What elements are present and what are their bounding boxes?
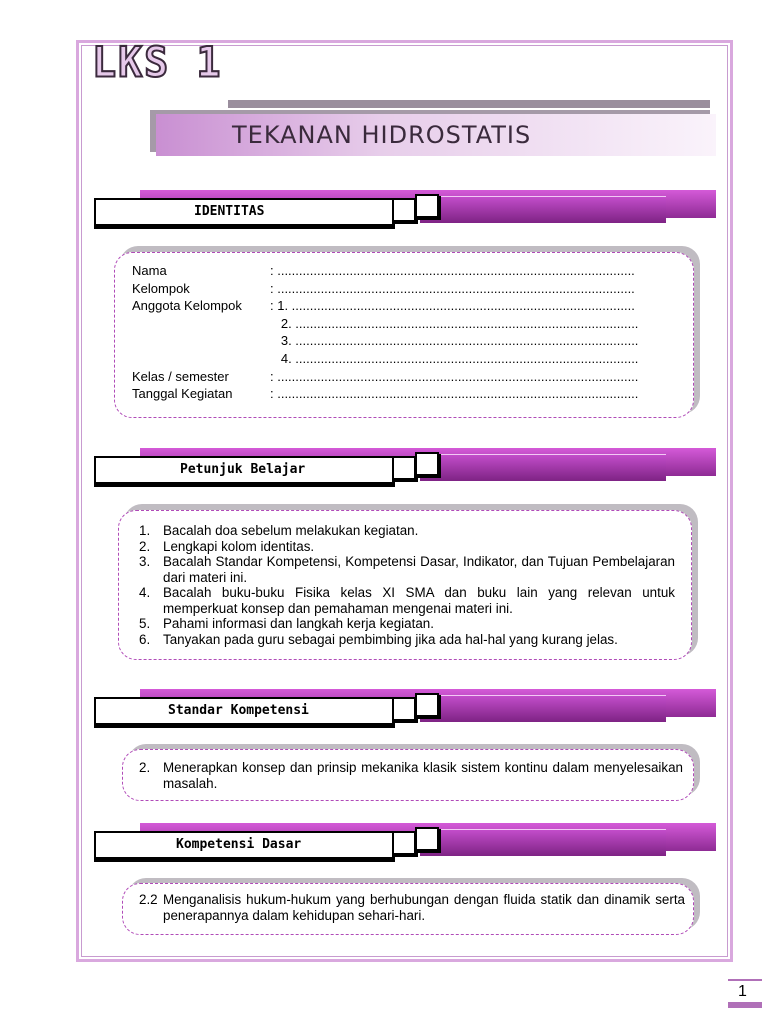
- identity-field[interactable]: : 1. ...............................................................................................: [270, 298, 635, 314]
- petunjuk-list: [139, 523, 675, 647]
- identity-field[interactable]: : ...................................................................................................: [270, 280, 635, 296]
- dasar-text: [139, 892, 685, 923]
- item-text: Bacalah doa sebelum melakukan kegiatan.: [163, 523, 419, 538]
- ribbon-square: [415, 693, 439, 717]
- ribbon-square: [392, 831, 416, 855]
- ribbon-mid: [420, 196, 666, 223]
- ribbon-mid: [420, 829, 666, 856]
- list-item: [139, 539, 675, 555]
- item-text: Menerapkan konsep dan prinsip mekanika klasik sistem kontinu dalam menyelesaikan masalah.: [163, 760, 683, 791]
- item-number: 2.: [139, 538, 151, 554]
- identity-label: Kelompok: [132, 280, 190, 296]
- item-text: Bacalah buku-buku Fisika kelas XI SMA dan buku lain yang relevan untuk memperkuat konsep dan pemahaman mengenai materi ini.: [163, 585, 675, 616]
- list-item: [139, 616, 675, 632]
- standar-box: [122, 749, 694, 801]
- page-number-bar: [728, 1002, 762, 1008]
- identity-field[interactable]: : ....................................................................................................: [270, 368, 639, 384]
- identity-label: Kelas / semester: [132, 368, 229, 384]
- identity-label: Nama: [132, 263, 167, 278]
- ribbon-square: [415, 452, 439, 476]
- item-number: 6.: [139, 631, 151, 647]
- ribbon-square: [392, 198, 416, 222]
- section-title-identitas: IDENTITAS: [194, 204, 265, 219]
- section-header-standar: [90, 689, 720, 733]
- item-text: Tanyakan pada guru sebagai pembimbing jika ada hal-hal yang kurang jelas.: [163, 631, 618, 647]
- item-text: Bacalah Standar Kompetensi, Kompetensi Dasar, Indikator, dan Tujuan Pembelajaran dari materi ini.: [163, 554, 675, 585]
- petunjuk-box: [118, 510, 692, 660]
- item-number: 2.2: [139, 892, 158, 907]
- item-number: 2.: [139, 760, 151, 775]
- item-number: 1.: [139, 523, 151, 538]
- page-title: TEKANAN HIDROSTATIS: [232, 121, 532, 149]
- section-title-standar: Standar Kompetensi: [168, 703, 309, 718]
- ribbon-square: [415, 827, 439, 851]
- worksheet-label: LKS 1: [92, 38, 223, 88]
- page-frame-inner: [81, 45, 728, 957]
- identity-box: [114, 252, 694, 418]
- section-title-petunjuk: Petunjuk Belajar: [180, 462, 306, 477]
- list-item: [139, 585, 675, 616]
- item-text: Pahami informasi dan langkah kerja kegiatan.: [163, 616, 434, 631]
- identity-field[interactable]: : ....................................................................................................: [270, 386, 639, 402]
- list-item: [139, 554, 675, 585]
- section-title-dasar: Kompetensi Dasar: [176, 837, 302, 852]
- ribbon-mid: [420, 454, 666, 481]
- list-item: [139, 632, 675, 648]
- ribbon-square: [392, 456, 416, 480]
- item-text: Lengkapi kolom identitas.: [163, 538, 315, 554]
- item-text: Menganalisis hukum-hukum yang berhubungan dengan fluida statik dan dinamik serta penerapannya dalam kehidupan sehari-hari.: [163, 892, 685, 923]
- item-number: 4.: [139, 585, 151, 600]
- standar-text: [139, 760, 683, 791]
- ribbon-mid: [420, 695, 666, 722]
- item-number: 3.: [139, 554, 151, 569]
- ribbon-square: [415, 194, 439, 218]
- section-header-identitas: [90, 190, 720, 234]
- identity-field[interactable]: 4. ...............................................................................................: [270, 351, 639, 366]
- ribbon-square: [392, 697, 416, 721]
- page-number-rule: [728, 979, 762, 981]
- identity-label: Anggota Kelompok: [132, 298, 242, 314]
- dasar-box: [122, 883, 694, 935]
- identity-field[interactable]: 3. ...............................................................................................: [270, 333, 639, 349]
- item-number: 5.: [139, 616, 151, 631]
- list-item: [139, 523, 675, 539]
- title-bar-decoration: [228, 100, 710, 108]
- section-header-petunjuk: [90, 448, 720, 492]
- identity-label: Tanggal Kegiatan: [132, 386, 233, 402]
- identity-field[interactable]: 2. ...............................................................................................: [270, 315, 639, 331]
- section-header-dasar: [90, 823, 720, 867]
- page-number: 1: [738, 983, 747, 1000]
- identity-field[interactable]: : ...................................................................................................: [270, 263, 635, 278]
